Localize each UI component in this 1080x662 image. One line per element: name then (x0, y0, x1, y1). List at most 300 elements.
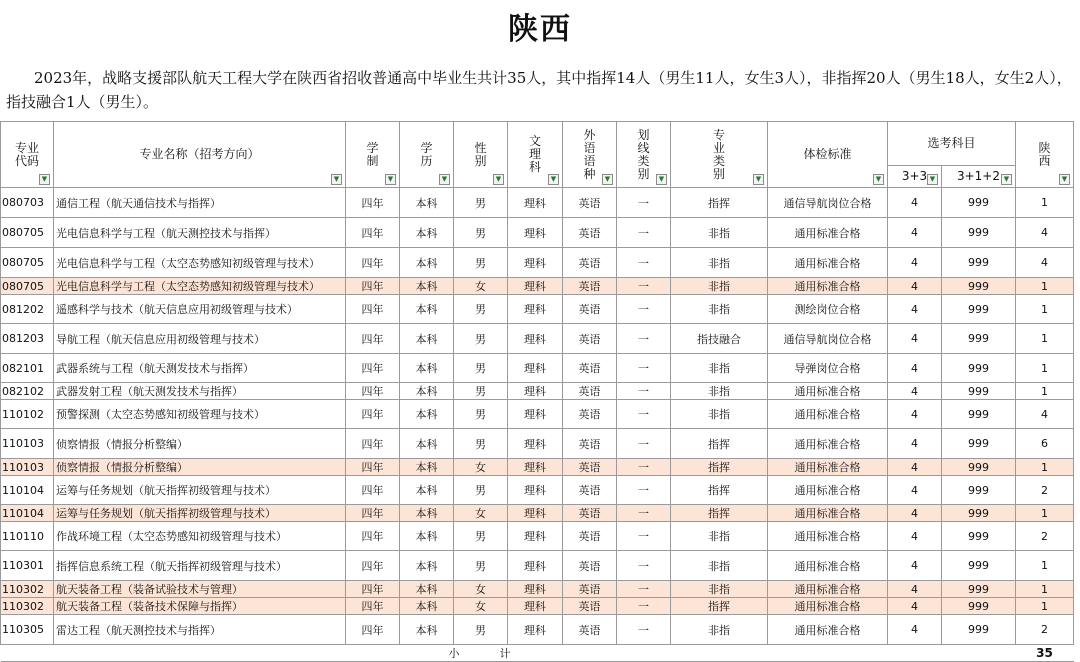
cell-degree: 本科 (400, 598, 454, 615)
cell-duration: 四年 (346, 354, 400, 383)
cell-physical: 通用标准合格 (768, 551, 888, 581)
cell-sub-33: 4 (888, 278, 942, 295)
cell-major-type: 非指 (671, 400, 768, 429)
filter-dropdown-icon[interactable]: ▼ (927, 174, 938, 185)
cell-duration: 四年 (346, 615, 400, 645)
cell-degree: 本科 (400, 188, 454, 218)
filter-dropdown-icon[interactable]: ▼ (1059, 174, 1070, 185)
header-arts-science-label: 文 理 科 (528, 134, 541, 174)
cell-degree: 本科 (400, 551, 454, 581)
total-row-spacer (1, 645, 563, 662)
cell-line-type: 一 (617, 581, 671, 598)
cell-degree: 本科 (400, 400, 454, 429)
cell-language: 英语 (563, 429, 617, 459)
cell-sub-33: 4 (888, 598, 942, 615)
filter-dropdown-icon[interactable]: ▼ (753, 174, 764, 185)
table-row (1, 581, 1074, 598)
cell-degree: 本科 (400, 615, 454, 645)
cell-line-type: 一 (617, 383, 671, 400)
cell-name: 武器系统与工程（航天测发技术与指挥） (54, 354, 346, 383)
cell-code: 080705 (1, 278, 54, 295)
cell-line-type: 一 (617, 324, 671, 354)
table-row (1, 188, 1074, 218)
cell-sub-33: 4 (888, 400, 942, 429)
cell-line-type: 一 (617, 278, 671, 295)
cell-province-count: 1 (1016, 505, 1074, 522)
cell-major-type: 指挥 (671, 505, 768, 522)
cell-major-type: 非指 (671, 278, 768, 295)
cell-major-type: 非指 (671, 615, 768, 645)
cell-sub-33: 4 (888, 476, 942, 505)
cell-language: 英语 (563, 400, 617, 429)
cell-sub-33: 4 (888, 248, 942, 278)
header-major-type (671, 122, 768, 188)
cell-major-type: 指挥 (671, 598, 768, 615)
header-arts-science (508, 122, 563, 188)
cell-code: 110102 (1, 400, 54, 429)
cell-gender: 女 (454, 459, 508, 476)
cell-sub-33: 4 (888, 459, 942, 476)
header-sub-312-label: 3+1+2 (956, 169, 1000, 183)
header-gender (454, 122, 508, 188)
cell-language: 英语 (563, 218, 617, 248)
cell-physical: 通用标准合格 (768, 400, 888, 429)
cell-duration: 四年 (346, 598, 400, 615)
cell-language: 英语 (563, 459, 617, 476)
cell-duration: 四年 (346, 551, 400, 581)
cell-arts-science: 理科 (508, 248, 563, 278)
cell-code: 110104 (1, 505, 54, 522)
cell-arts-science: 理科 (508, 522, 563, 551)
cell-province-count: 1 (1016, 581, 1074, 598)
cell-province-count: 1 (1016, 383, 1074, 400)
table-row (1, 248, 1074, 278)
cell-province-count: 1 (1016, 324, 1074, 354)
cell-sub-312: 999 (942, 383, 1016, 400)
cell-gender: 男 (454, 429, 508, 459)
cell-degree: 本科 (400, 476, 454, 505)
header-language (563, 122, 617, 188)
filter-dropdown-icon[interactable]: ▼ (39, 174, 50, 185)
cell-sub-312: 999 (942, 400, 1016, 429)
cell-degree: 本科 (400, 505, 454, 522)
cell-degree: 本科 (400, 218, 454, 248)
header-line-type (617, 122, 671, 188)
cell-language: 英语 (563, 551, 617, 581)
cell-code: 110302 (1, 598, 54, 615)
cell-province-count: 1 (1016, 598, 1074, 615)
cell-line-type: 一 (617, 615, 671, 645)
cell-province-count: 1 (1016, 188, 1074, 218)
cell-sub-33: 4 (888, 188, 942, 218)
cell-sub-312: 999 (942, 324, 1016, 354)
cell-language: 英语 (563, 295, 617, 324)
cell-physical: 通用标准合格 (768, 476, 888, 505)
table-row (1, 324, 1074, 354)
cell-physical: 测绘岗位合格 (768, 295, 888, 324)
table-row (1, 218, 1074, 248)
cell-line-type: 一 (617, 248, 671, 278)
cell-code: 110104 (1, 476, 54, 505)
cell-code: 110103 (1, 459, 54, 476)
cell-province-count: 4 (1016, 400, 1074, 429)
filter-dropdown-icon[interactable]: ▼ (873, 174, 884, 185)
cell-name: 航天装备工程（装备技术保障与指挥） (54, 598, 346, 615)
cell-sub-33: 4 (888, 324, 942, 354)
total-value: 35 (1016, 645, 1074, 662)
cell-line-type: 一 (617, 354, 671, 383)
cell-duration: 四年 (346, 218, 400, 248)
cell-gender: 男 (454, 324, 508, 354)
cell-duration: 四年 (346, 581, 400, 598)
cell-language: 英语 (563, 324, 617, 354)
cell-physical: 通用标准合格 (768, 505, 888, 522)
cell-province-count: 2 (1016, 615, 1074, 645)
cell-arts-science: 理科 (508, 383, 563, 400)
cell-gender: 男 (454, 188, 508, 218)
cell-sub-33: 4 (888, 429, 942, 459)
cell-duration: 四年 (346, 505, 400, 522)
cell-arts-science: 理科 (508, 581, 563, 598)
cell-gender: 男 (454, 218, 508, 248)
cell-degree: 本科 (400, 522, 454, 551)
cell-major-type: 非指 (671, 522, 768, 551)
cell-sub-312: 999 (942, 459, 1016, 476)
cell-sub-312: 999 (942, 476, 1016, 505)
cell-major-type: 非指 (671, 295, 768, 324)
cell-sub-312: 999 (942, 429, 1016, 459)
filter-dropdown-icon[interactable]: ▼ (439, 174, 450, 185)
cell-physical: 通信导航岗位合格 (768, 324, 888, 354)
cell-major-type: 指挥 (671, 188, 768, 218)
cell-degree: 本科 (400, 295, 454, 324)
cell-name: 光电信息科学与工程（太空态势感知初级管理与技术） (54, 278, 346, 295)
cell-degree: 本科 (400, 429, 454, 459)
cell-sub-312: 999 (942, 188, 1016, 218)
cell-language: 英语 (563, 505, 617, 522)
cell-language: 英语 (563, 615, 617, 645)
filter-dropdown-icon[interactable]: ▼ (548, 174, 559, 185)
cell-duration: 四年 (346, 324, 400, 354)
cell-name: 光电信息科学与工程（太空态势感知初级管理与技术） (54, 248, 346, 278)
cell-gender: 女 (454, 581, 508, 598)
cell-name: 导航工程（航天信息应用初级管理与技术） (54, 324, 346, 354)
cell-language: 英语 (563, 248, 617, 278)
cell-name: 侦察情报（情报分析整编） (54, 429, 346, 459)
cell-province-count: 6 (1016, 429, 1074, 459)
filter-dropdown-icon[interactable]: ▼ (331, 174, 342, 185)
cell-gender: 男 (454, 551, 508, 581)
cell-province-count: 2 (1016, 476, 1074, 505)
page-title: 陕西 (508, 12, 572, 47)
total-label: 小计 (448, 647, 551, 660)
cell-major-type: 非指 (671, 354, 768, 383)
cell-name: 航天装备工程（装备试验技术与管理） (54, 581, 346, 598)
filter-dropdown-icon[interactable]: ▼ (493, 174, 504, 185)
table-row (1, 383, 1074, 400)
cell-degree: 本科 (400, 278, 454, 295)
cell-gender: 男 (454, 615, 508, 645)
cell-line-type: 一 (617, 459, 671, 476)
filter-dropdown-icon[interactable]: ▼ (656, 174, 667, 185)
header-degree (400, 122, 454, 188)
cell-gender: 男 (454, 295, 508, 324)
header-duration-label: 学 制 (366, 140, 379, 168)
cell-major-type: 指技融合 (671, 324, 768, 354)
cell-degree: 本科 (400, 248, 454, 278)
cell-arts-science: 理科 (508, 354, 563, 383)
table-body (1, 188, 1074, 645)
cell-sub-312: 999 (942, 295, 1016, 324)
cell-name: 遥感科学与技术（航天信息应用初级管理与技术） (54, 295, 346, 324)
cell-major-type: 非指 (671, 551, 768, 581)
cell-line-type: 一 (617, 598, 671, 615)
cell-gender: 男 (454, 248, 508, 278)
cell-gender: 女 (454, 598, 508, 615)
header-subjects (888, 122, 1016, 166)
cell-code: 082102 (1, 383, 54, 400)
header-major-type-label: 专 业 类 别 (712, 127, 725, 181)
table-row (1, 615, 1074, 645)
cell-duration: 四年 (346, 383, 400, 400)
cell-major-type: 指挥 (671, 429, 768, 459)
cell-language: 英语 (563, 354, 617, 383)
cell-duration: 四年 (346, 429, 400, 459)
cell-name: 预警探测（太空态势感知初级管理与技术） (54, 400, 346, 429)
cell-arts-science: 理科 (508, 598, 563, 615)
cell-major-type: 非指 (671, 383, 768, 400)
cell-code: 110301 (1, 551, 54, 581)
cell-language: 英语 (563, 476, 617, 505)
cell-arts-science: 理科 (508, 295, 563, 324)
cell-province-count: 1 (1016, 354, 1074, 383)
cell-line-type: 一 (617, 429, 671, 459)
cell-sub-312: 999 (942, 505, 1016, 522)
cell-code: 110103 (1, 429, 54, 459)
cell-physical: 通用标准合格 (768, 429, 888, 459)
cell-gender: 女 (454, 505, 508, 522)
cell-arts-science: 理科 (508, 400, 563, 429)
cell-line-type: 一 (617, 522, 671, 551)
cell-sub-33: 4 (888, 522, 942, 551)
cell-arts-science: 理科 (508, 551, 563, 581)
cell-line-type: 一 (617, 505, 671, 522)
cell-sub-33: 4 (888, 383, 942, 400)
cell-province-count: 1 (1016, 295, 1074, 324)
header-physical-label: 体检标准 (803, 147, 852, 161)
cell-gender: 男 (454, 522, 508, 551)
cell-language: 英语 (563, 598, 617, 615)
header-gender-label: 性 别 (474, 140, 487, 168)
cell-name: 雷达工程（航天测控技术与指挥） (54, 615, 346, 645)
cell-duration: 四年 (346, 476, 400, 505)
cell-line-type: 一 (617, 400, 671, 429)
header-subjects-label: 选考科目 (927, 136, 976, 150)
header-physical (768, 122, 888, 188)
cell-sub-312: 999 (942, 522, 1016, 551)
cell-language: 英语 (563, 188, 617, 218)
cell-duration: 四年 (346, 188, 400, 218)
cell-line-type: 一 (617, 551, 671, 581)
cell-major-type: 非指 (671, 218, 768, 248)
cell-duration: 四年 (346, 295, 400, 324)
cell-arts-science: 理科 (508, 218, 563, 248)
table-row (1, 551, 1074, 581)
cell-language: 英语 (563, 278, 617, 295)
cell-gender: 男 (454, 383, 508, 400)
cell-major-type: 非指 (671, 581, 768, 598)
cell-arts-science: 理科 (508, 324, 563, 354)
table-row (1, 476, 1074, 505)
table-row (1, 278, 1074, 295)
cell-arts-science: 理科 (508, 505, 563, 522)
cell-name: 武器发射工程（航天测发技术与指挥） (54, 383, 346, 400)
cell-code: 081202 (1, 295, 54, 324)
cell-sub-33: 4 (888, 551, 942, 581)
header-line-type-label: 划 线 类 别 (637, 127, 650, 181)
header-sub-33-label: 3+3 (901, 169, 928, 183)
cell-line-type: 一 (617, 295, 671, 324)
cell-physical: 通用标准合格 (768, 522, 888, 551)
cell-line-type: 一 (617, 218, 671, 248)
cell-physical: 通信导航岗位合格 (768, 188, 888, 218)
cell-name: 光电信息科学与工程（航天测控技术与指挥） (54, 218, 346, 248)
cell-major-type: 指挥 (671, 459, 768, 476)
header-province (1016, 122, 1074, 188)
cell-arts-science: 理科 (508, 429, 563, 459)
cell-physical: 通用标准合格 (768, 248, 888, 278)
cell-language: 英语 (563, 522, 617, 551)
cell-major-type: 指挥 (671, 476, 768, 505)
cell-duration: 四年 (346, 248, 400, 278)
header-degree-label: 学 历 (420, 140, 433, 168)
cell-province-count: 1 (1016, 459, 1074, 476)
header-province-label: 陕 西 (1038, 140, 1051, 168)
filter-dropdown-icon[interactable]: ▼ (1001, 174, 1012, 185)
cell-sub-33: 4 (888, 218, 942, 248)
cell-gender: 女 (454, 278, 508, 295)
cell-province-count: 4 (1016, 218, 1074, 248)
cell-physical: 通用标准合格 (768, 581, 888, 598)
cell-arts-science: 理科 (508, 188, 563, 218)
cell-gender: 男 (454, 476, 508, 505)
table-row (1, 522, 1074, 551)
cell-code: 081203 (1, 324, 54, 354)
cell-gender: 男 (454, 400, 508, 429)
cell-physical: 通用标准合格 (768, 459, 888, 476)
filter-dropdown-icon[interactable]: ▼ (385, 174, 396, 185)
cell-sub-33: 4 (888, 295, 942, 324)
cell-code: 110305 (1, 615, 54, 645)
cell-degree: 本科 (400, 581, 454, 598)
cell-code: 080705 (1, 218, 54, 248)
cell-physical: 通用标准合格 (768, 278, 888, 295)
cell-line-type: 一 (617, 188, 671, 218)
cell-province-count: 2 (1016, 522, 1074, 551)
header-name (54, 122, 346, 188)
cell-name: 侦察情报（情报分析整编） (54, 459, 346, 476)
cell-arts-science: 理科 (508, 459, 563, 476)
cell-name: 运筹与任务规划（航天指挥初级管理与技术） (54, 505, 346, 522)
cell-sub-312: 999 (942, 218, 1016, 248)
cell-province-count: 4 (1016, 248, 1074, 278)
cell-physical: 通用标准合格 (768, 598, 888, 615)
cell-name: 运筹与任务规划（航天指挥初级管理与技术） (54, 476, 346, 505)
cell-code: 110110 (1, 522, 54, 551)
cell-duration: 四年 (346, 400, 400, 429)
table-row (1, 400, 1074, 429)
cell-sub-312: 999 (942, 354, 1016, 383)
cell-duration: 四年 (346, 278, 400, 295)
cell-language: 英语 (563, 581, 617, 598)
table-row (1, 429, 1074, 459)
intro-paragraph: 2023年，战略支援部队航天工程大学在陕西省招收普通高中毕业生共计35人，其中指挥14人（男生11人，女生3人），非指挥20人（男生18人，女生2人），指技融合1人（男生）。 (6, 69, 1072, 111)
filter-dropdown-icon[interactable]: ▼ (602, 174, 613, 185)
cell-arts-science: 理科 (508, 278, 563, 295)
cell-sub-312: 999 (942, 581, 1016, 598)
header-sub-312 (942, 166, 1016, 188)
table-row (1, 295, 1074, 324)
header-duration (346, 122, 400, 188)
cell-name: 通信工程（航天通信技术与指挥） (54, 188, 346, 218)
cell-code: 082101 (1, 354, 54, 383)
cell-sub-33: 4 (888, 581, 942, 598)
cell-sub-312: 999 (942, 278, 1016, 295)
cell-physical: 通用标准合格 (768, 615, 888, 645)
cell-language: 英语 (563, 383, 617, 400)
cell-degree: 本科 (400, 354, 454, 383)
cell-code: 080705 (1, 248, 54, 278)
header-code (1, 122, 54, 188)
cell-sub-33: 4 (888, 505, 942, 522)
header-language-label: 外 语 语 种 (583, 127, 596, 181)
cell-duration: 四年 (346, 522, 400, 551)
cell-arts-science: 理科 (508, 615, 563, 645)
header-name-label: 专业名称（招考方向） (139, 147, 260, 161)
table-row (1, 505, 1074, 522)
cell-sub-33: 4 (888, 615, 942, 645)
cell-sub-312: 999 (942, 598, 1016, 615)
cell-major-type: 非指 (671, 248, 768, 278)
cell-arts-science: 理科 (508, 476, 563, 505)
cell-degree: 本科 (400, 324, 454, 354)
cell-degree: 本科 (400, 459, 454, 476)
total-row-spacer-right (563, 645, 1016, 662)
cell-sub-33: 4 (888, 354, 942, 383)
table-row (1, 354, 1074, 383)
table-row (1, 459, 1074, 476)
cell-code: 080703 (1, 188, 54, 218)
cell-sub-312: 999 (942, 248, 1016, 278)
cell-physical: 通用标准合格 (768, 218, 888, 248)
header-sub-33 (888, 166, 942, 188)
header-code-label: 专业 代码 (14, 140, 39, 168)
cell-line-type: 一 (617, 476, 671, 505)
enrollment-table (0, 121, 1074, 662)
cell-physical: 通用标准合格 (768, 383, 888, 400)
cell-sub-312: 999 (942, 615, 1016, 645)
cell-degree: 本科 (400, 383, 454, 400)
cell-name: 作战环境工程（太空态势感知初级管理与技术） (54, 522, 346, 551)
cell-sub-312: 999 (942, 551, 1016, 581)
cell-name: 指挥信息系统工程（航天指挥初级管理与技术） (54, 551, 346, 581)
cell-province-count: 1 (1016, 278, 1074, 295)
cell-gender: 男 (454, 354, 508, 383)
table-row (1, 598, 1074, 615)
cell-province-count: 1 (1016, 551, 1074, 581)
cell-duration: 四年 (346, 459, 400, 476)
cell-code: 110302 (1, 581, 54, 598)
